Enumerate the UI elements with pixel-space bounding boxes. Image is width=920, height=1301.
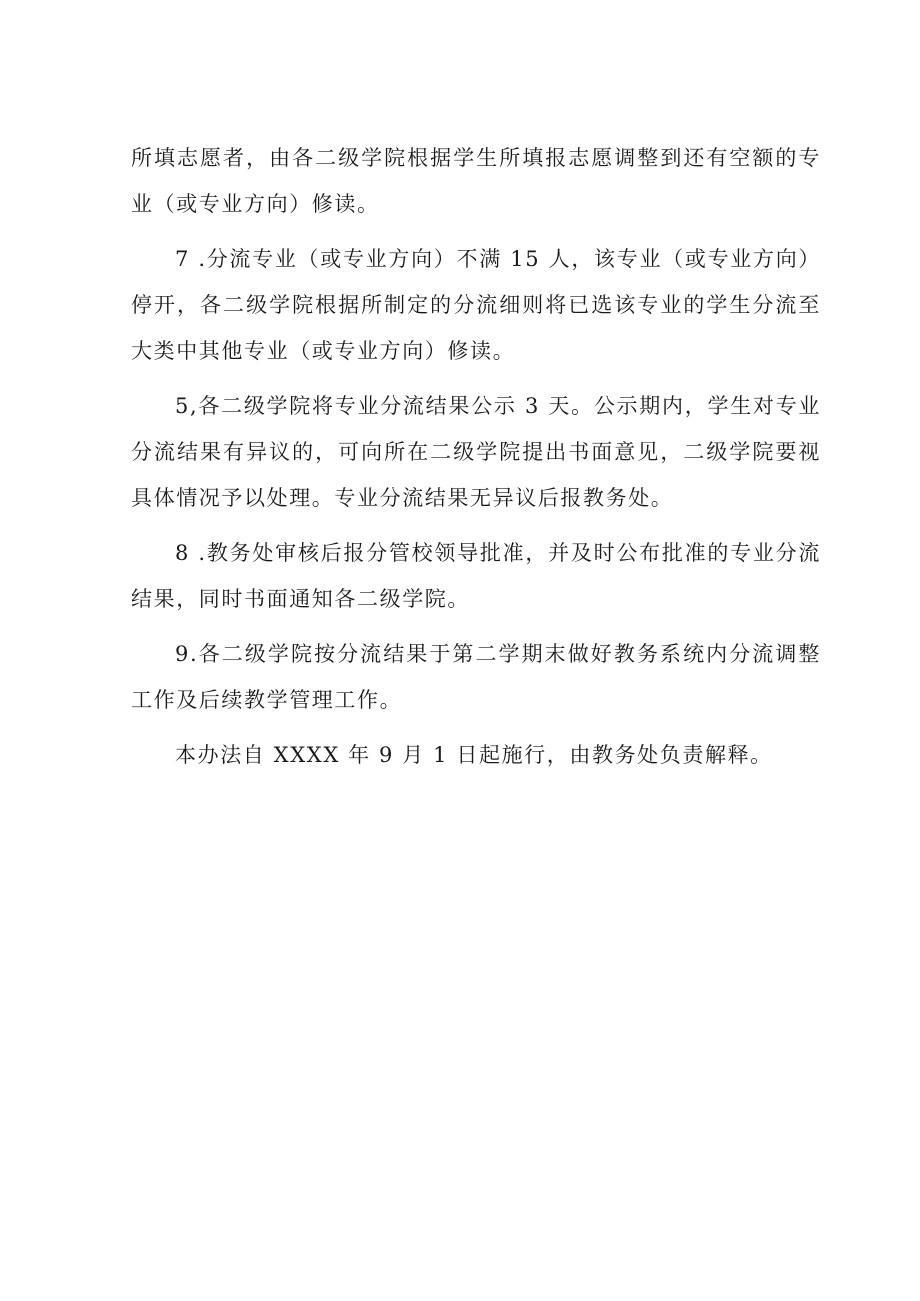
paragraph-item-7: 7 .分流专业（或专业方向）不满 15 人，该专业（或专业方向）停开，各二级学院根据所制定的分流细则将已选该专业的学生分流至大类中其他专业（或专业方向）修读。 xyxy=(131,247,821,363)
paragraph-item-8: 8 .教务处审核后报分管校领导批准，并及时公布批准的专业分流结果，同时书面通知各二级学院。 xyxy=(131,541,821,611)
paragraph-continuation: 所填志愿者，由各二级学院根据学生所填报志愿调整到还有空额的专业（或专业方向）修读。 xyxy=(131,146,821,216)
document-body xyxy=(131,135,821,787)
closing-statement: 本办法自 XXXX 年 9 月 1 日起施行，由教务处负责解释。 xyxy=(175,743,773,767)
paragraph-item-5: 5,各二级学院将专业分流结果公示 3 天。公示期内，学生对专业分流结果有异议的，可向所在二级学院提出书面意见，二级学院要视具体情况予以处理。专业分流结果无异议后报教务处。 xyxy=(131,394,821,510)
paragraph-item-9: 9.各二级学院按分流结果于第二学期末做好教务系统内分流调整工作及后续教学管理工作。 xyxy=(131,642,821,712)
